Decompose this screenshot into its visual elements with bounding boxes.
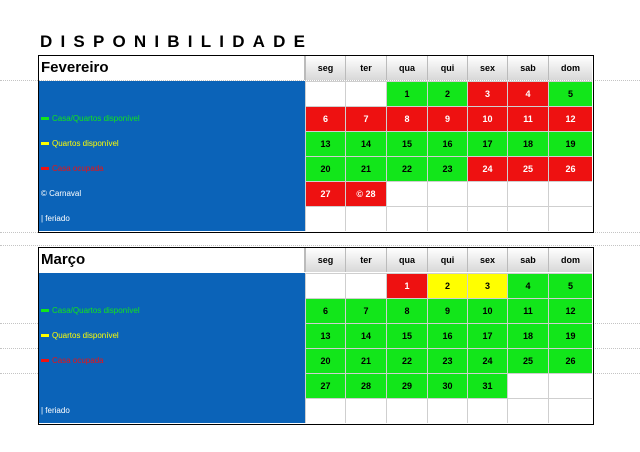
empty-cell <box>345 206 386 231</box>
empty-cell <box>345 273 386 298</box>
day-cell[interactable]: 17 <box>467 323 507 348</box>
empty-cell <box>467 398 507 423</box>
day-cell[interactable]: 9 <box>427 298 467 323</box>
day-cell[interactable]: 12 <box>548 298 592 323</box>
empty-cell <box>386 181 427 206</box>
day-cell[interactable]: 23 <box>427 348 467 373</box>
empty-cell <box>507 206 548 231</box>
divider <box>0 245 640 246</box>
empty-cell <box>507 181 548 206</box>
weekday-header-ter: ter <box>345 248 386 272</box>
weekday-header-dom: dom <box>548 56 592 80</box>
legend-swatch <box>41 334 49 337</box>
day-cell[interactable]: 28 <box>345 373 386 398</box>
day-cell[interactable]: 16 <box>427 323 467 348</box>
legend-label: Casa/Quartos disponível <box>52 114 140 123</box>
day-cell[interactable]: 24 <box>467 348 507 373</box>
legend-swatch <box>41 167 49 170</box>
day-cell[interactable]: 5 <box>548 273 592 298</box>
legend-label: Casa ocupada <box>52 164 104 173</box>
legend-swatch <box>41 142 49 145</box>
day-cell[interactable]: 4 <box>507 273 548 298</box>
weekday-header-sab: sab <box>507 248 548 272</box>
day-cell[interactable]: 6 <box>305 298 345 323</box>
day-cell[interactable]: 21 <box>345 156 386 181</box>
day-cell[interactable]: 1 <box>386 273 427 298</box>
empty-cell <box>507 398 548 423</box>
day-cell[interactable]: 13 <box>305 131 345 156</box>
day-cell[interactable]: 7 <box>345 298 386 323</box>
legend-item <box>41 306 140 316</box>
day-cell[interactable]: 20 <box>305 348 345 373</box>
month-name: Março <box>39 248 305 272</box>
weekday-header-qui: qui <box>427 248 467 272</box>
day-cell[interactable]: 29 <box>386 373 427 398</box>
day-cell[interactable]: 26 <box>548 348 592 373</box>
empty-cell <box>467 181 507 206</box>
day-cell[interactable]: 5 <box>548 81 592 106</box>
day-cell[interactable]: 8 <box>386 106 427 131</box>
day-cell[interactable]: 10 <box>467 298 507 323</box>
weekday-header-sex: sex <box>467 248 507 272</box>
legend-label: Quartos disponível <box>52 331 119 340</box>
weekday-header-qui: qui <box>427 56 467 80</box>
day-cell[interactable]: 13 <box>305 323 345 348</box>
weekday-header-qua: qua <box>386 248 427 272</box>
legend-item <box>41 189 81 199</box>
day-cell[interactable]: 4 <box>507 81 548 106</box>
legend-item <box>41 139 119 149</box>
legend-label: Casa/Quartos disponível <box>52 306 140 315</box>
day-cell[interactable]: 2 <box>427 273 467 298</box>
weekday-header-seg: seg <box>305 56 345 80</box>
weekday-header-dom: dom <box>548 248 592 272</box>
empty-cell <box>305 206 345 231</box>
day-cell[interactable]: 18 <box>507 131 548 156</box>
legend-label: | feriado <box>41 214 70 223</box>
day-cell[interactable]: 11 <box>507 106 548 131</box>
weekday-header-seg: seg <box>305 248 345 272</box>
legend-label: | feriado <box>41 406 70 415</box>
day-cell[interactable]: 3 <box>467 81 507 106</box>
legend-swatch <box>41 117 49 120</box>
day-cell[interactable]: 30 <box>427 373 467 398</box>
day-cell[interactable]: 14 <box>345 131 386 156</box>
empty-cell <box>548 373 592 398</box>
day-cell[interactable]: 25 <box>507 156 548 181</box>
day-cell[interactable]: 9 <box>427 106 467 131</box>
day-cell[interactable]: 17 <box>467 131 507 156</box>
day-cell[interactable]: 19 <box>548 323 592 348</box>
legend-label: Casa ocupada <box>52 356 104 365</box>
empty-cell <box>386 206 427 231</box>
day-cell[interactable]: 15 <box>386 131 427 156</box>
legend-item <box>41 114 140 124</box>
legend-panel <box>39 273 305 423</box>
legend-label: © Carnaval <box>41 189 82 198</box>
legend-panel <box>39 81 305 231</box>
day-cell[interactable]: 27 <box>305 373 345 398</box>
weekday-header-sab: sab <box>507 56 548 80</box>
day-cell[interactable]: 7 <box>345 106 386 131</box>
day-cell[interactable]: 24 <box>467 156 507 181</box>
empty-cell <box>345 398 386 423</box>
day-cell[interactable]: 15 <box>386 323 427 348</box>
day-cell[interactable]: 16 <box>427 131 467 156</box>
calendar-fevereiro <box>38 55 594 233</box>
day-cell[interactable]: 21 <box>345 348 386 373</box>
page-title: DISPONIBILIDADE <box>40 32 314 51</box>
calendar-marco <box>38 247 594 425</box>
weekday-header-sex: sex <box>467 56 507 80</box>
legend-item <box>41 406 70 416</box>
day-cell[interactable]: 22 <box>386 156 427 181</box>
empty-cell <box>427 398 467 423</box>
day-cell[interactable]: 10 <box>467 106 507 131</box>
empty-cell <box>427 181 467 206</box>
empty-cell <box>427 206 467 231</box>
empty-cell <box>548 181 592 206</box>
day-cell[interactable]: 22 <box>386 348 427 373</box>
day-cell[interactable]: 2 <box>427 81 467 106</box>
legend-item <box>41 214 70 224</box>
day-cell[interactable]: © 28 <box>345 181 386 206</box>
weekday-header-qua: qua <box>386 56 427 80</box>
day-cell[interactable]: 11 <box>507 298 548 323</box>
day-cell[interactable]: 25 <box>507 348 548 373</box>
empty-cell <box>507 373 548 398</box>
empty-cell <box>467 206 507 231</box>
empty-cell <box>305 398 345 423</box>
day-cell[interactable]: 6 <box>305 106 345 131</box>
month-name: Fevereiro <box>39 56 305 80</box>
legend-item <box>41 356 104 366</box>
day-cell[interactable]: 1 <box>386 81 427 106</box>
empty-cell <box>548 206 592 231</box>
day-cell[interactable]: 27 <box>305 181 345 206</box>
legend-swatch <box>41 309 49 312</box>
day-cell[interactable]: 8 <box>386 298 427 323</box>
legend-item <box>41 331 119 341</box>
day-cell[interactable]: 18 <box>507 323 548 348</box>
day-cell[interactable]: 19 <box>548 131 592 156</box>
empty-cell <box>305 81 345 106</box>
day-cell[interactable]: 3 <box>467 273 507 298</box>
day-cell[interactable]: 20 <box>305 156 345 181</box>
legend-item <box>41 164 104 174</box>
day-cell[interactable]: 31 <box>467 373 507 398</box>
weekday-header-ter: ter <box>345 56 386 80</box>
day-cell[interactable]: 12 <box>548 106 592 131</box>
legend-label: Quartos disponível <box>52 139 119 148</box>
day-cell[interactable]: 26 <box>548 156 592 181</box>
empty-cell <box>345 81 386 106</box>
day-cell[interactable]: 14 <box>345 323 386 348</box>
empty-cell <box>548 398 592 423</box>
day-cell[interactable]: 23 <box>427 156 467 181</box>
legend-swatch <box>41 359 49 362</box>
empty-cell <box>305 273 345 298</box>
empty-cell <box>386 398 427 423</box>
